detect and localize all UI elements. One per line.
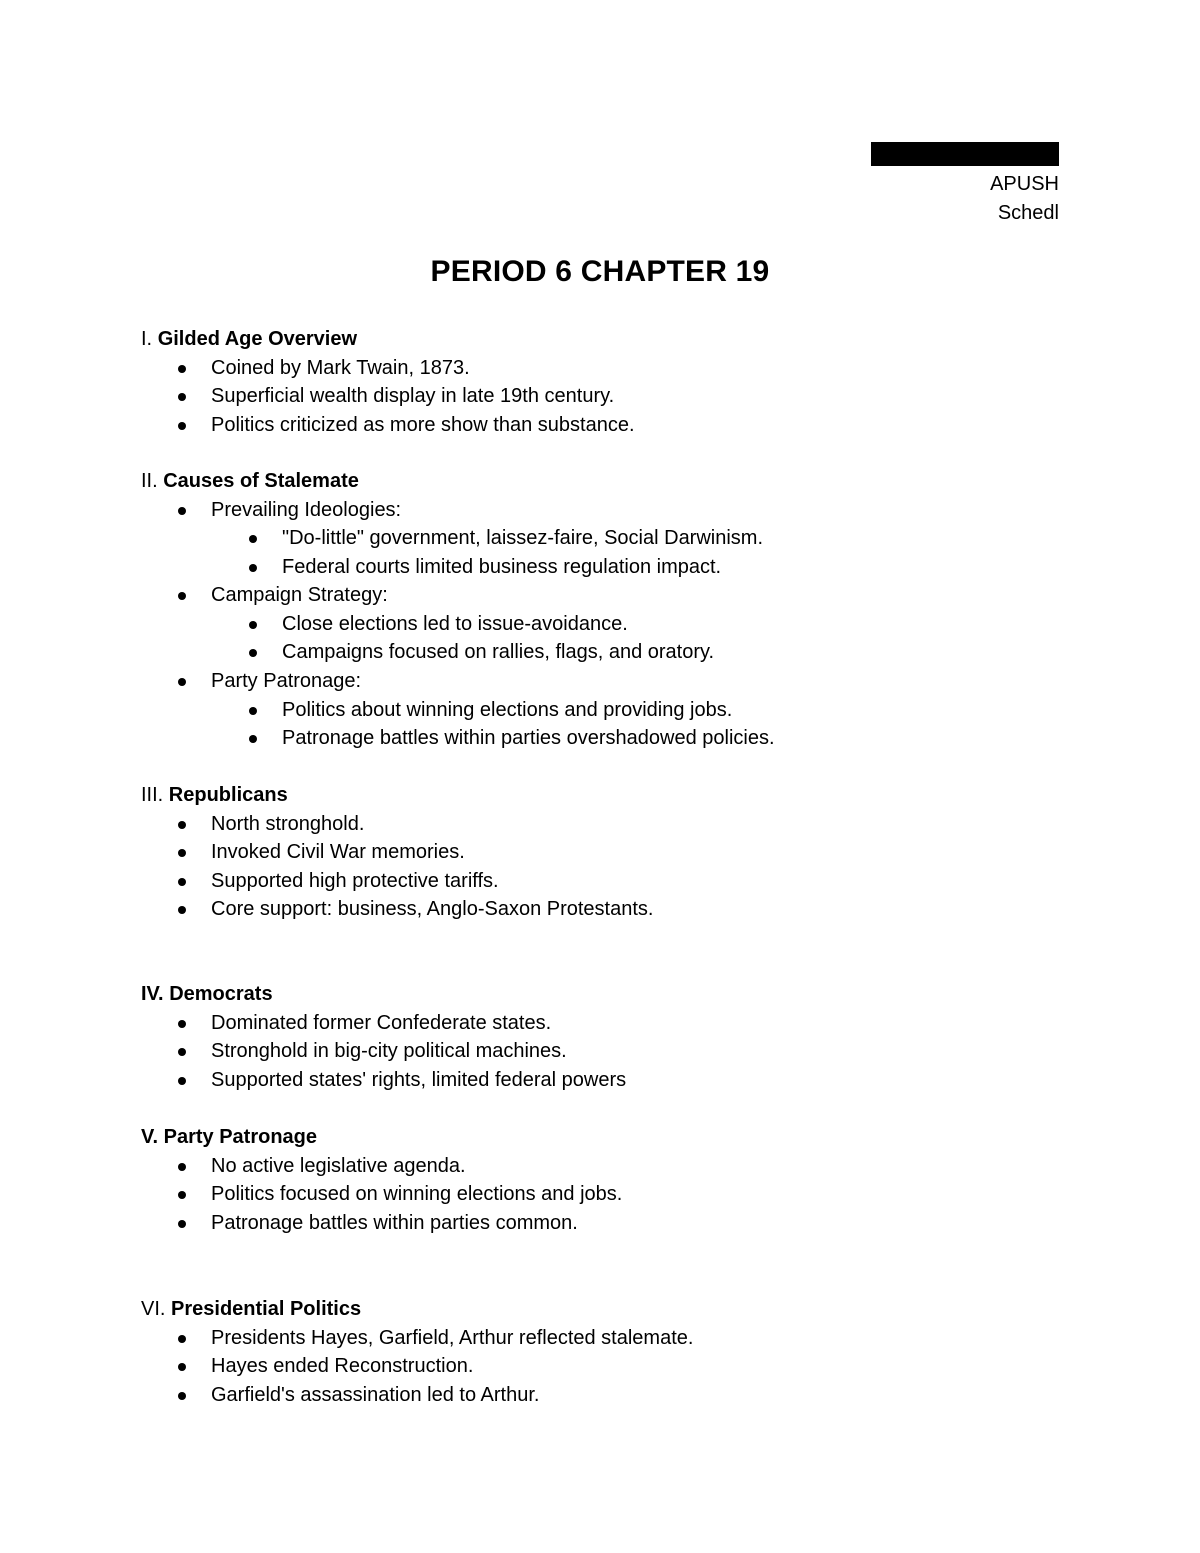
bullet-icon xyxy=(249,621,257,629)
section-title: Presidential Politics xyxy=(171,1298,362,1320)
list-item-text: Party Patronage: xyxy=(211,670,362,693)
list-item xyxy=(141,1209,622,1238)
list-item xyxy=(141,496,775,525)
bullet-icon xyxy=(249,707,257,715)
list-item xyxy=(141,1037,626,1066)
list-item-text: Politics about winning elections and providing jobs. xyxy=(282,698,733,721)
list-item-text: Superficial wealth display in late 19th century. xyxy=(211,385,615,408)
bullet-icon xyxy=(249,564,257,572)
bullet-icon xyxy=(178,849,186,857)
bullet-icon xyxy=(178,422,186,430)
list-item xyxy=(141,411,635,440)
section-numeral: I. xyxy=(141,328,153,350)
list-item-text: Garfield's assassination led to Arthur. xyxy=(211,1383,540,1406)
section-heading xyxy=(141,1123,622,1152)
section-numeral: VI. xyxy=(141,1298,166,1320)
list-item-text: Politics focused on winning elections and jobs. xyxy=(211,1183,623,1206)
bullet-icon xyxy=(249,735,257,743)
bullet-icon xyxy=(178,1020,186,1028)
list-item-text: Politics criticized as more show than substance. xyxy=(211,413,635,436)
list-item-text: Presidents Hayes, Garfield, Arthur reflected stalemate. xyxy=(211,1326,694,1349)
bullet-icon xyxy=(178,1220,186,1228)
section-party-patronage xyxy=(141,1123,622,1237)
section-numeral: III. xyxy=(141,784,164,806)
section-title: Gilded Age Overview xyxy=(157,328,358,350)
bullet-icon xyxy=(178,1048,186,1056)
list-item-text: Coined by Mark Twain, 1873. xyxy=(211,356,470,379)
bullet-list xyxy=(141,1324,693,1410)
section-title: Causes of Stalemate xyxy=(163,470,359,492)
list-item-text: North stronghold. xyxy=(211,812,365,835)
list-item xyxy=(141,1180,622,1209)
section-presidential-politics xyxy=(141,1295,693,1409)
section-numeral: V. xyxy=(141,1126,159,1148)
list-item xyxy=(141,1381,693,1410)
list-item xyxy=(141,1009,626,1038)
list-item xyxy=(141,1152,622,1181)
bullet-icon xyxy=(178,1077,186,1085)
list-item-text: Federal courts limited business regulation impact. xyxy=(282,555,722,578)
list-item-text: Patronage battles within parties overshadowed policies. xyxy=(282,727,775,750)
section-gilded-age-overview xyxy=(141,325,635,439)
section-title: Republicans xyxy=(168,784,288,806)
list-item-text: Core support: business, Anglo-Saxon Protestants. xyxy=(211,898,654,921)
bullet-icon xyxy=(178,821,186,829)
list-item-text: Dominated former Confederate states. xyxy=(211,1011,552,1034)
bullet-icon xyxy=(178,1392,186,1400)
list-item xyxy=(141,354,635,383)
list-item xyxy=(141,838,653,867)
list-item xyxy=(141,1066,626,1095)
page-title: PERIOD 6 CHAPTER 19 xyxy=(430,255,770,288)
bullet-icon xyxy=(178,906,186,914)
section-heading xyxy=(141,467,775,496)
section-heading xyxy=(141,980,626,1009)
list-item-text: Prevailing Ideologies: xyxy=(211,498,402,521)
list-subitem xyxy=(141,696,775,725)
redacted-name-bar xyxy=(871,142,1059,166)
list-subitem xyxy=(141,610,775,639)
list-item-text: Supported high protective tariffs. xyxy=(211,869,499,892)
section-title: Democrats xyxy=(169,983,273,1005)
header-info xyxy=(990,170,1059,228)
list-item-text: Close elections led to issue-avoidance. xyxy=(282,612,628,635)
section-title: Party Patronage xyxy=(163,1126,318,1148)
list-item-text: Stronghold in big-city political machines. xyxy=(211,1040,567,1063)
list-subitem xyxy=(141,553,775,582)
list-item xyxy=(141,667,775,696)
bullet-list xyxy=(141,496,775,753)
section-democrats xyxy=(141,980,626,1094)
bullet-icon xyxy=(249,535,257,543)
course-name: APUSH xyxy=(990,173,1059,195)
bullet-icon xyxy=(178,1163,186,1171)
bullet-icon xyxy=(178,678,186,686)
list-item-text: Campaign Strategy: xyxy=(211,584,388,607)
list-item-text: Hayes ended Reconstruction. xyxy=(211,1355,474,1378)
bullet-icon xyxy=(178,507,186,515)
list-subitem xyxy=(141,724,775,753)
bullet-icon xyxy=(178,393,186,401)
section-causes-of-stalemate xyxy=(141,467,775,753)
list-item-text: "Do-little" government, laissez-faire, Social Darwinism. xyxy=(282,527,764,550)
list-item-text: Supported states' rights, limited federal powers xyxy=(211,1068,627,1091)
bullet-list xyxy=(141,1009,626,1095)
list-subitem xyxy=(141,638,775,667)
bullet-icon xyxy=(178,1363,186,1371)
list-item xyxy=(141,810,653,839)
section-numeral: IV. xyxy=(141,983,164,1005)
list-item xyxy=(141,867,653,896)
bullet-list xyxy=(141,1152,622,1238)
list-item-text: No active legislative agenda. xyxy=(211,1154,466,1177)
list-item xyxy=(141,1324,693,1353)
list-item xyxy=(141,1352,693,1381)
list-item xyxy=(141,895,653,924)
section-heading xyxy=(141,781,653,810)
section-heading xyxy=(141,325,635,354)
bullet-icon xyxy=(178,1191,186,1199)
section-heading xyxy=(141,1295,693,1324)
list-item xyxy=(141,382,635,411)
bullet-icon xyxy=(178,592,186,600)
bullet-list xyxy=(141,354,635,440)
teacher-name: Schedl xyxy=(997,202,1059,224)
bullet-icon xyxy=(178,878,186,886)
list-subitem xyxy=(141,524,775,553)
section-republicans xyxy=(141,781,653,924)
list-item-text: Invoked Civil War memories. xyxy=(211,841,465,864)
bullet-icon xyxy=(178,1335,186,1343)
section-numeral: II. xyxy=(141,470,158,492)
list-item-text: Patronage battles within parties common. xyxy=(211,1211,578,1234)
bullet-icon xyxy=(178,365,186,373)
bullet-list xyxy=(141,810,653,924)
bullet-icon xyxy=(249,649,257,657)
list-item xyxy=(141,581,775,610)
list-item-text: Campaigns focused on rallies, flags, and oratory. xyxy=(282,641,715,664)
